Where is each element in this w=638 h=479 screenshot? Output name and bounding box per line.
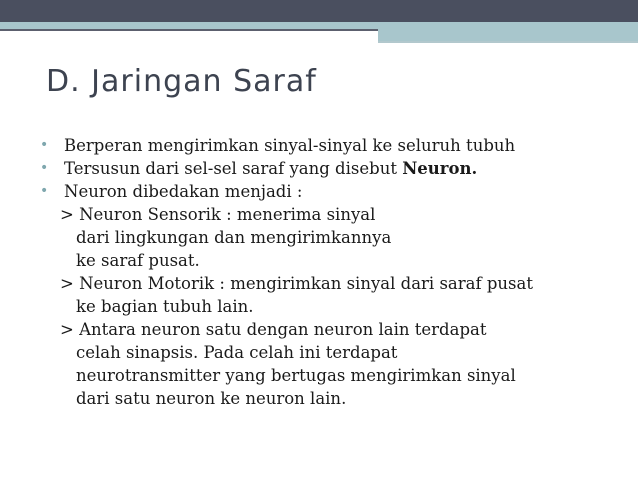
sub-item-first-line: > Antara neuron satu dengan neuron lain terdapat [60,320,487,339]
sub-item-continuation: ke bagian tubuh lain. [76,297,254,316]
bullet-text: Berperan mengirimkan sinyal-sinyal ke seluruh tubuh [64,136,516,155]
header-bar-dark [0,0,638,22]
sub-item-continuation: neurotransmitter yang bertugas mengirimkan sinyal [76,366,516,385]
bullet-dot-icon: • [40,183,49,199]
sub-item-continuation: dari satu neuron ke neuron lain. [76,389,347,408]
bullet-text: Tersusun dari sel-sel saraf yang disebut [64,159,403,178]
sub-item-first-line: > Neuron Sensorik : menerima sinyal [60,205,376,224]
sub-item-continuation: ke saraf pusat. [76,251,200,270]
sub-item-first-line: > Neuron Motorik : mengirimkan sinyal dari saraf pusat [60,274,533,293]
bullet-dot-icon: • [40,160,49,176]
header-divider-line [0,29,378,31]
header-bar-teal-block [378,22,638,41]
slide-title: D. Jaringan Saraf [46,64,317,99]
sub-item-continuation: celah sinapsis. Pada celah ini terdapat [76,343,398,362]
bullet-text: Neuron dibedakan menjadi : [64,182,303,201]
sub-item-continuation: dari lingkungan dan mengirimkannya [76,228,392,247]
bullet-dot-icon: • [40,137,49,153]
bullet-item [40,134,625,157]
slide-content [40,134,625,410]
bullet-item [40,180,625,203]
bullet-item [40,157,625,180]
bullet-bold-term: Neuron. [402,159,478,178]
header-right-edge [378,41,638,43]
